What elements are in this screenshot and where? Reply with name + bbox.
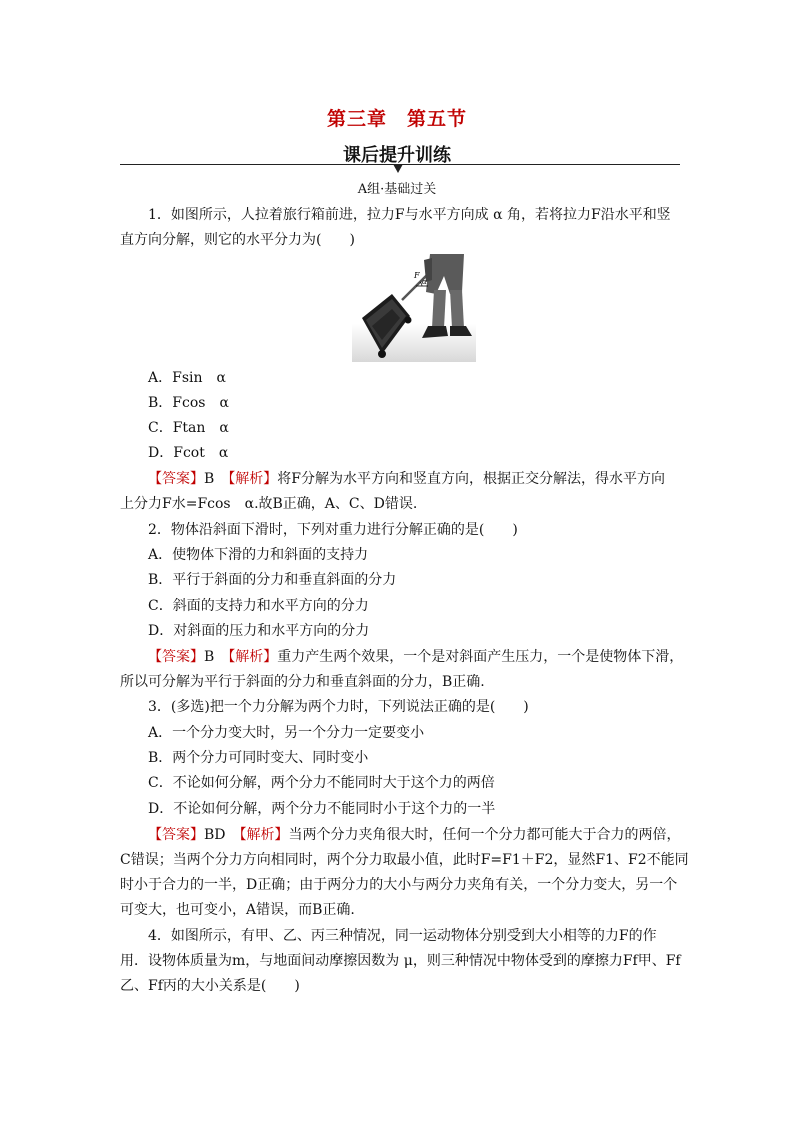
force-label: F (414, 271, 420, 280)
q1-analysis-line2: 上分力F水=Fcos α.故B正确，A、C、D错误. (120, 496, 418, 512)
analysis-tag: 【解析】 (228, 471, 278, 487)
analysis-tag: 【解析】 (239, 827, 289, 843)
chapter-title: 第三章 第五节 (326, 108, 467, 130)
q1-option-b: B．Fcos α (148, 395, 229, 411)
q3-option-d: D．不论如何分解，两个分力不能同时小于这个力的一半 (148, 801, 496, 817)
analysis-text: 重力产生两个效果，一个是对斜面产生压力，一个是使物体下滑， (277, 649, 684, 665)
analysis-text: 将F分解为水平方向和竖直方向，根据正交分解法，得水平方向 (277, 471, 666, 487)
section-title: 课后提升训练 (343, 145, 451, 166)
answer-value: B (204, 471, 215, 487)
q2-answer-line (148, 647, 708, 667)
q1-stem-line1: 1．如图所示，人拉着旅行箱前进，拉力F与水平方向成 α 角，若将拉力F沿水平和竖 (148, 207, 671, 223)
q4-stem-line1: 4．如图所示，有甲、乙、丙三种情况，同一运动物体分别受到大小相等的力F的作 (148, 928, 657, 944)
q3-option-c: C．不论如何分解，两个分力不能同时大于这个力的两倍 (148, 775, 495, 791)
q3-analysis-line4: 可变大，也可变小，A错误，而B正确. (120, 902, 355, 918)
rule-triangle-icon (393, 164, 403, 173)
answer-tag: 【答案】 (148, 649, 204, 665)
q2-stem: 2．物体沿斜面下滑时，下列对重力进行分解正确的是( ) (148, 522, 518, 538)
analysis-tag: 【解析】 (228, 649, 278, 665)
answer-tag: 【答案】 (148, 827, 204, 843)
q1-answer-line (148, 469, 708, 489)
q4-stem-line2: 用．设物体质量为m，与地面间动摩擦因数为 μ，则三种情况中物体受到的摩擦力Ff甲、Ff (120, 953, 681, 969)
analysis-text: 当两个分力夹角很大时，任何一个分力都可能大于合力的两倍， (288, 827, 681, 843)
q4-stem-line3: 乙、Ff丙的大小关系是( ) (120, 978, 300, 994)
angle-label: α (422, 278, 427, 286)
q1-option-a: A．Fsin α (148, 370, 226, 386)
q3-analysis-line3: 时小于合力的一半，D正确；由于两分力的大小与两分力夹角有关，一个分力变大，另一个 (120, 877, 678, 893)
answer-value: BD (204, 827, 226, 843)
q1-option-d: D．Fcot α (148, 445, 229, 461)
q3-option-a: A．一个分力变大时，另一个分力一定要变小 (148, 725, 425, 741)
q2-option-b: B．平行于斜面的分力和垂直斜面的分力 (148, 572, 397, 588)
answer-tag: 【答案】 (148, 471, 204, 487)
q2-option-a: A．使物体下滑的力和斜面的支持力 (148, 547, 369, 563)
answer-value: B (204, 649, 215, 665)
q1-option-c: C．Ftan α (148, 420, 229, 436)
suitcase-figure (352, 254, 476, 362)
q2-analysis-line2: 所以可分解为平行于斜面的分力和垂直斜面的分力，B正确. (120, 674, 485, 690)
q2-option-d: D．对斜面的压力和水平方向的分力 (148, 623, 370, 639)
group-title: A组·基础过关 (357, 182, 437, 197)
q1-stem-line2: 直方向分解，则它的水平分力为( ) (120, 232, 355, 248)
q3-analysis-line2: C错误；当两个分力方向相同时，两个分力取最小值，此时F=F1＋F2，显然F1、F2不能同 (120, 852, 689, 868)
q3-option-b: B．两个分力可同时变大、同时变小 (148, 750, 369, 766)
q3-answer-line (148, 825, 708, 845)
q2-option-c: C．斜面的支持力和水平方向的分力 (148, 598, 369, 614)
q3-stem: 3．(多选)把一个力分解为两个力时，下列说法正确的是( ) (148, 699, 529, 715)
